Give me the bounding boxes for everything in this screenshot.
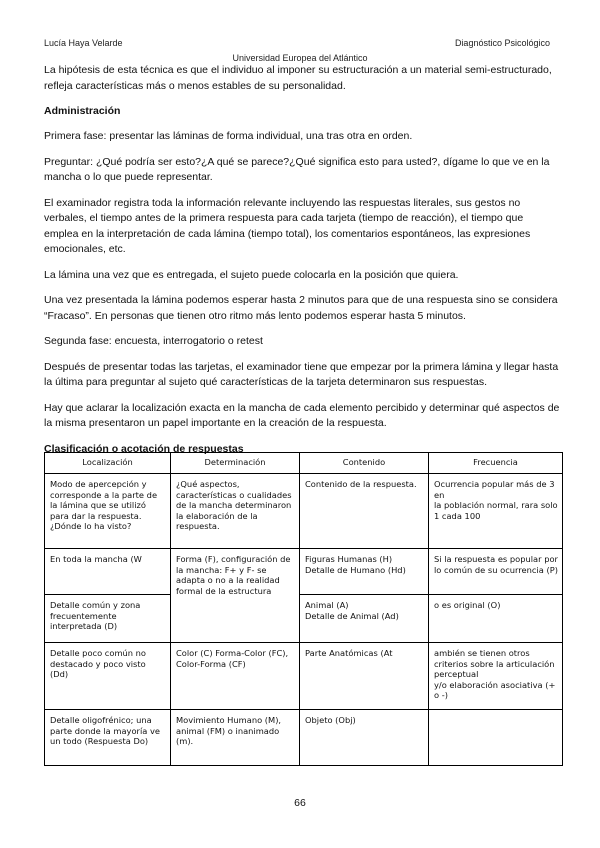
table-cell: Detalle oligofrénico; una parte donde la mayoría ve un todo (Respuesta Do) [45, 710, 171, 766]
table-cell: Ocurrencia popular más de 3 en la población normal, rara solo 1 cada 100 [429, 474, 563, 549]
table-cell: Movimiento Humano (M), animal (FM) o inanimado (m). [171, 710, 300, 766]
table-row [45, 710, 563, 766]
table-cell: Detalle poco común no destacado y poco visto (Dd) [45, 643, 171, 710]
table-row [45, 549, 563, 595]
table-cell: Animal (A) Detalle de Animal (Ad) [300, 595, 429, 643]
table-cell: Parte Anatómicas (At [300, 643, 429, 710]
header-author: Lucía Haya Velarde [44, 38, 123, 48]
paragraph-examiner: El examinador registra toda la información relevante incluyendo las respuestas literales, sus gestos no verbales, el tiempo antes de la primera respuesta para cada tarjeta (tiempo de reacción), el tiempo que emplea en la interpretación de cada lámina (tiempo total), los comentarios espontáneos, las expresiones emocionales, etc. [44, 196, 531, 255]
table-cell: ¿Qué aspectos, características o cualidades de la mancha determinaron la elaboración de la respuesta. [171, 474, 300, 549]
table-header-row [45, 453, 563, 474]
heading-clasificacion: Clasificación o acotación de respuestas [44, 442, 244, 455]
table-cell: Si la respuesta es popular por lo común de su ocurrencia (P) [429, 549, 563, 595]
header-institution: Universidad Europea del Atlántico [232, 53, 368, 63]
table-cell: En toda la mancha (W [45, 549, 171, 595]
paragraph-second-phase: Segunda fase: encuesta, interrogatorio o retest [44, 335, 263, 347]
table-cell: Figuras Humanas (H) Detalle de Humano (Hd) [300, 549, 429, 595]
paragraph-after-cards: Después de presentar todas las tarjetas, el examinador tiene que empezar por la primera lámina y llegar hasta la última para preguntar al sujeto qué características de la tarjeta determinaron sus respuestas. [44, 360, 559, 388]
table-cell: Detalle común y zona frecuentemente interpretada (D) [45, 595, 171, 643]
table-cell: Modo de apercepción y corresponde a la parte de la lámina que se utilizó para dar la respuesta. ¿Dónde lo ha visto? [45, 474, 171, 549]
paragraph-localization: Hay que aclarar la localización exacta en la mancha de cada elemento percibido y determinar qué aspectos de la misma presentaron un papel importante en la creación de la respuesta. [44, 401, 560, 429]
table-cell: Color (C) Forma-Color (FC), Color-Forma (CF) [171, 643, 300, 710]
table-cell [429, 710, 563, 766]
header-title: Diagnóstico Psicológico [454, 38, 550, 48]
paragraph-hypothesis: La hipótesis de esta técnica es que el individuo al imponer su estructuración a un material semi-estructurado, refleja características más o menos estables de su personalidad. [44, 64, 552, 92]
paragraph-first-phase: Primera fase: presentar las láminas de forma individual, una tras otra en orden. [44, 130, 413, 142]
document-body [44, 63, 560, 457]
table-row [45, 643, 563, 710]
classification-table [44, 452, 563, 766]
paragraph-questions: Preguntar: ¿Qué podría ser esto?¿A qué se parece?¿Qué significa esto para usted?, dígame lo que ve en la mancha o lo que puede representar. [44, 155, 550, 183]
heading-administracion: Administración [44, 105, 121, 117]
table-row [45, 595, 563, 643]
table-header-cell: Contenido [300, 453, 429, 474]
page-number: 66 [294, 797, 306, 809]
table-header-cell: Frecuencia [429, 453, 563, 474]
table-cell: Objeto (Obj) [300, 710, 429, 766]
paragraph-card-position: La lámina una vez que es entregada, el sujeto puede colocarla en la posición que quiera. [44, 268, 459, 281]
table-header-cell: Localización [45, 453, 171, 474]
table-cell: ambién se tienen otros criterios sobre la articulación perceptual y/o elaboración asociativa (+ o -) [429, 643, 563, 710]
paragraph-wait-time: Una vez presentada la lámina podemos esperar hasta 2 minutos para que de una respuesta sino se considera “Fracaso”. En personas que tienen otro ritmo más lento podemos esperar hasta 5 minutos. [44, 294, 558, 322]
table-cell: Contenido de la respuesta. [300, 474, 429, 549]
table-cell: Forma (F), configuración de la mancha: F+ y F- se adapta o no a la realidad formal de la estructura [171, 549, 300, 643]
table-row [45, 474, 563, 549]
table-cell: o es original (O) [429, 595, 563, 643]
table-header-cell: Determinación [171, 453, 300, 474]
